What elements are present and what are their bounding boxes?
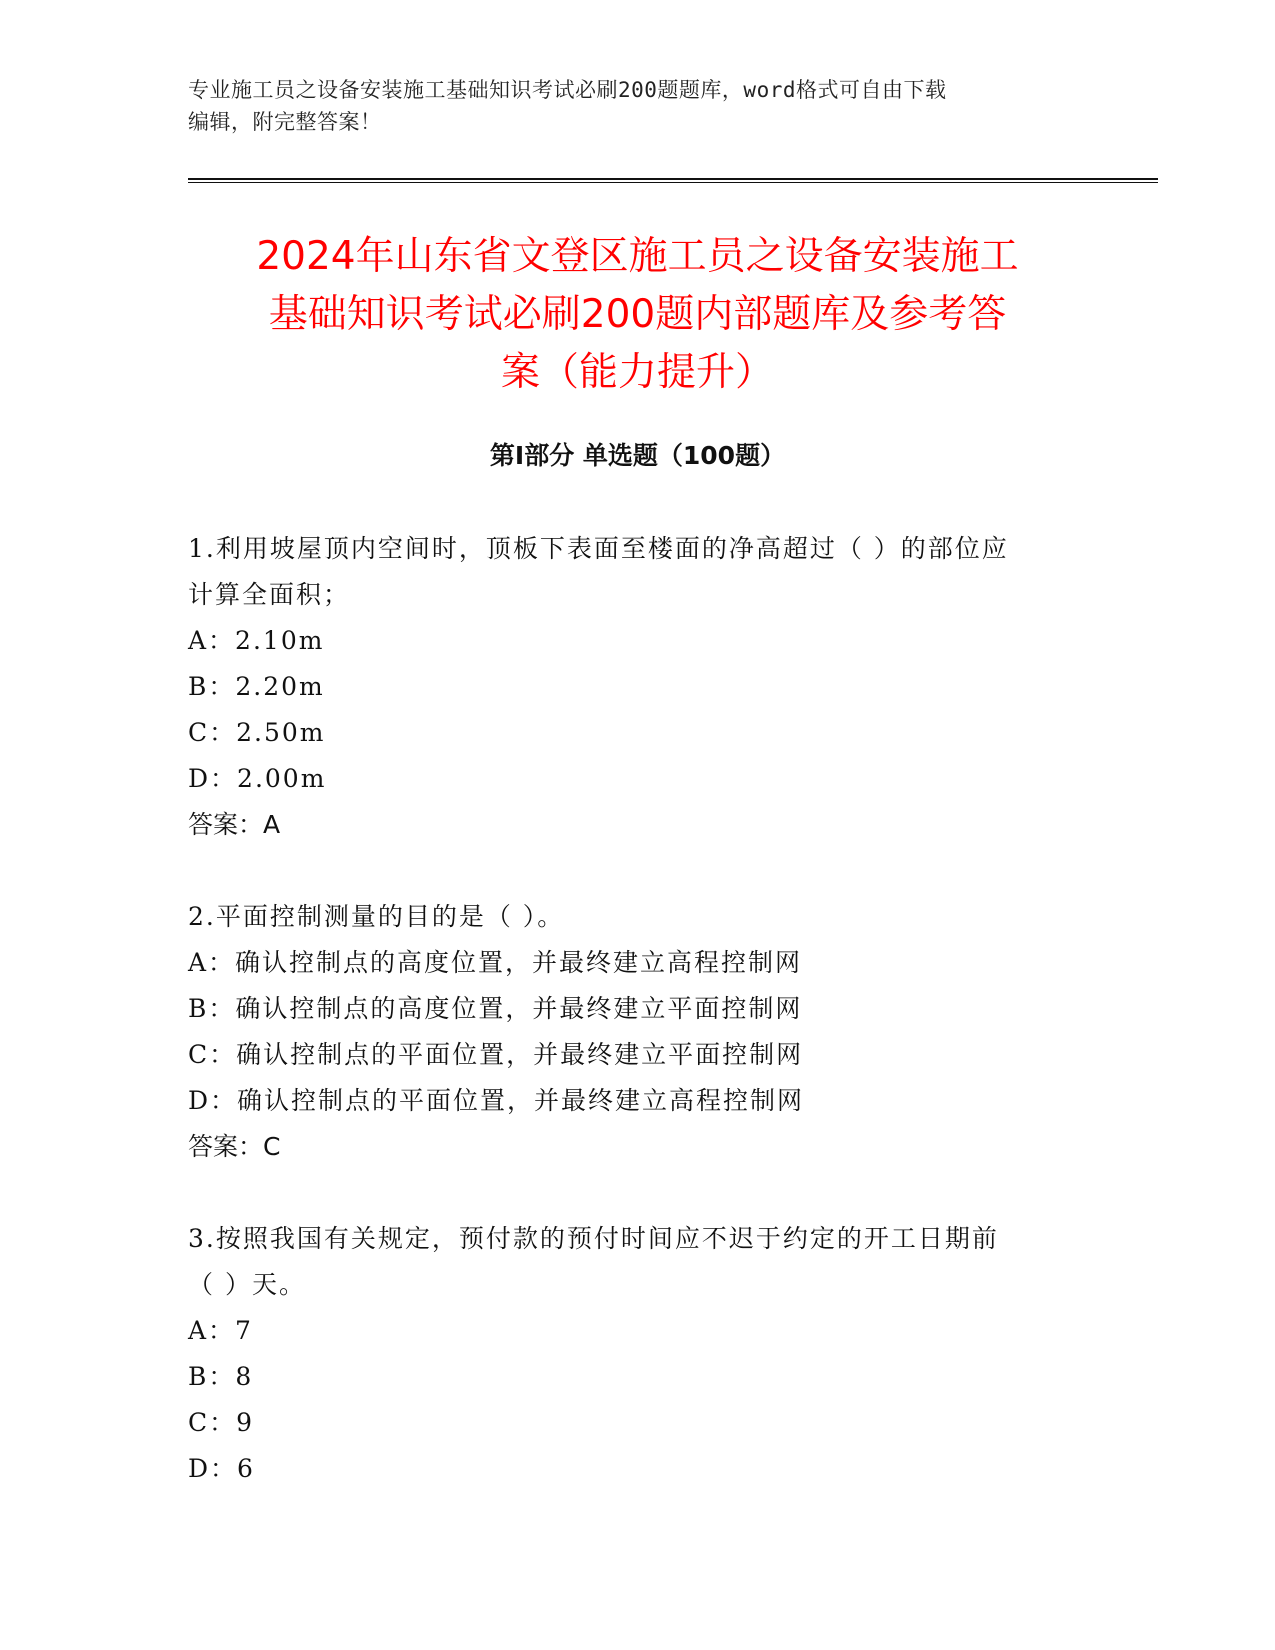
question-list <box>188 526 1088 1492</box>
question-spacer <box>188 848 1088 894</box>
question-3 <box>188 1216 1088 1492</box>
question-stem: 3.按照我国有关规定，预付款的预付时间应不迟于约定的开工日期前 <box>188 1224 999 1253</box>
option-a: A：确认控制点的高度位置，并最终建立高程控制网 <box>188 948 803 977</box>
title-line-3: 案（能力提升） <box>500 350 774 395</box>
option-d: D：2.00m <box>188 764 327 793</box>
title-line-1: 2024年山东省文登区施工员之设备安装施工 <box>256 234 1019 279</box>
title-line-2: 基础知识考试必刷200题内部题库及参考答 <box>268 292 1007 337</box>
option-c: C：2.50m <box>188 718 326 747</box>
document-title <box>160 228 1115 402</box>
option-b: B：2.20m <box>188 672 325 701</box>
option-c: C：确认控制点的平面位置，并最终建立平面控制网 <box>188 1040 804 1069</box>
question-stem-continued: （ ）天。 <box>188 1270 306 1299</box>
header-divider-thick <box>188 178 1158 180</box>
answer: 答案：A <box>188 810 281 839</box>
question-stem-continued: 计算全面积； <box>188 580 351 609</box>
option-a: A：7 <box>188 1316 253 1345</box>
option-b: B：确认控制点的高度位置，并最终建立平面控制网 <box>188 994 803 1023</box>
option-c: C：9 <box>188 1408 255 1437</box>
question-spacer <box>188 1170 1088 1216</box>
question-stem: 2.平面控制测量的目的是（ ）。 <box>188 902 565 931</box>
header-note-line-1: 专业施工员之设备安装施工基础知识考试必刷200题题库，word格式可自由下载 <box>188 78 947 102</box>
section-heading: 第Ⅰ部分 单选题（100题） <box>489 441 786 470</box>
question-1 <box>188 526 1088 848</box>
option-a: A：2.10m <box>188 626 325 655</box>
header-divider-thin <box>188 182 1158 183</box>
header-note-line-2: 编辑，附完整答案！ <box>188 110 382 134</box>
question-2 <box>188 894 1088 1170</box>
option-d: D：确认控制点的平面位置，并最终建立高程控制网 <box>188 1086 805 1115</box>
question-stem: 1.利用坡屋顶内空间时，顶板下表面至楼面的净高超过（ ）的部位应 <box>188 534 1009 563</box>
option-d: D：6 <box>188 1454 255 1483</box>
header-note <box>188 74 1068 138</box>
option-b: B：8 <box>188 1362 254 1391</box>
answer: 答案：C <box>188 1132 281 1161</box>
